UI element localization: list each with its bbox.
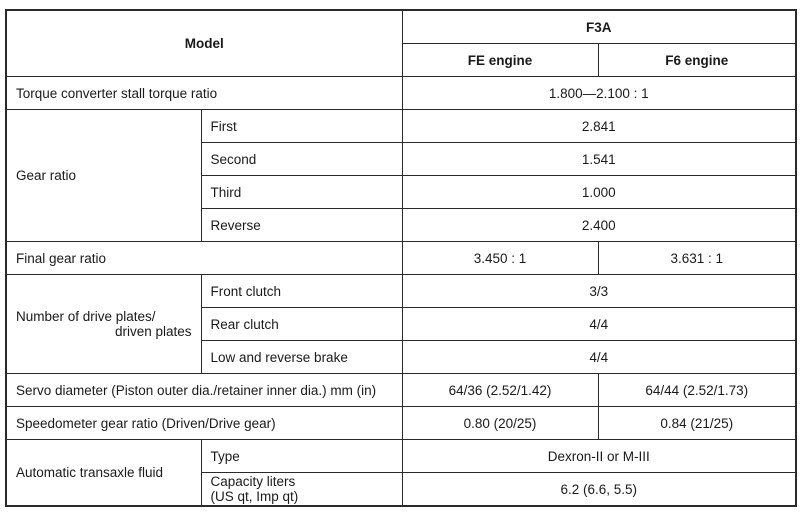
front-clutch-value: 3/3 <box>402 275 796 308</box>
final-gear-f6: 3.631 : 1 <box>598 242 796 275</box>
table-row <box>6 242 796 275</box>
capacity-label-line1: Capacity liters <box>210 474 296 489</box>
gear-second-label: Second <box>201 143 402 176</box>
table-row <box>6 110 796 143</box>
servo-label: Servo diameter (Piston outer dia./retainer inner dia.) mm (in) <box>6 374 402 407</box>
model-header: Model <box>6 10 402 77</box>
capacity-label-line2: (US qt, Imp qt) <box>210 489 299 504</box>
table-row <box>6 77 796 110</box>
rear-clutch-label: Rear clutch <box>201 308 402 341</box>
gear-first-value: 2.841 <box>402 110 796 143</box>
gear-ratio-label: Gear ratio <box>6 110 201 242</box>
plates-label-line2: driven plates <box>114 324 192 339</box>
rear-clutch-value: 4/4 <box>402 308 796 341</box>
table-row <box>6 374 796 407</box>
fe-engine-header: FE engine <box>402 44 598 77</box>
torque-value: 1.800—2.100 : 1 <box>402 77 796 110</box>
plates-label-line1: Number of drive plates/ <box>16 309 156 324</box>
gear-first-label: First <box>201 110 402 143</box>
speedo-f6: 0.84 (21/25) <box>598 407 796 440</box>
torque-label: Torque converter stall torque ratio <box>6 77 402 110</box>
gear-second-value: 1.541 <box>402 143 796 176</box>
fluid-type-label: Type <box>201 440 402 473</box>
table-row <box>6 275 796 308</box>
speedo-fe: 0.80 (20/25) <box>402 407 598 440</box>
fluid-type-value: Dexron-II or M-III <box>402 440 796 473</box>
table-row <box>6 440 796 473</box>
f3a-header: F3A <box>402 10 796 44</box>
plates-label <box>6 275 201 374</box>
gear-third-label: Third <box>201 176 402 209</box>
specifications-table <box>5 9 797 507</box>
speedo-label: Speedometer gear ratio (Driven/Drive gear) <box>6 407 402 440</box>
capacity-label <box>201 473 402 507</box>
gear-reverse-label: Reverse <box>201 209 402 242</box>
f6-engine-header: F6 engine <box>598 44 796 77</box>
gear-third-value: 1.000 <box>402 176 796 209</box>
final-gear-fe: 3.450 : 1 <box>402 242 598 275</box>
capacity-value: 6.2 (6.6, 5.5) <box>402 473 796 507</box>
servo-f6: 64/44 (2.52/1.73) <box>598 374 796 407</box>
low-reverse-brake-label: Low and reverse brake <box>201 341 402 374</box>
front-clutch-label: Front clutch <box>201 275 402 308</box>
fluid-label: Automatic transaxle fluid <box>6 440 201 507</box>
header-row <box>6 10 796 44</box>
table-row <box>6 407 796 440</box>
servo-fe: 64/36 (2.52/1.42) <box>402 374 598 407</box>
gear-reverse-value: 2.400 <box>402 209 796 242</box>
final-gear-label: Final gear ratio <box>6 242 402 275</box>
low-reverse-brake-value: 4/4 <box>402 341 796 374</box>
